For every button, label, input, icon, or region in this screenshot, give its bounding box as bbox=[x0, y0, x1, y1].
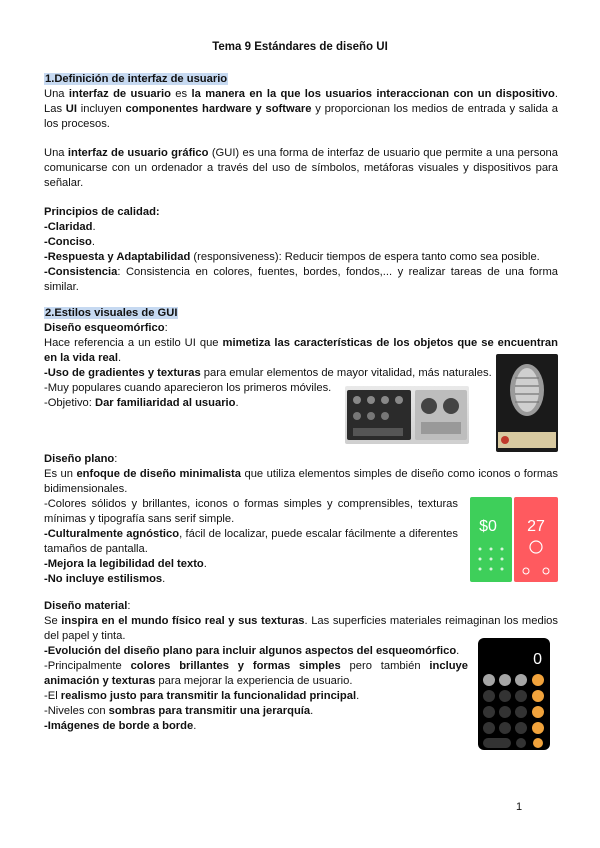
flat-red-app-image bbox=[514, 497, 558, 582]
page-title: Tema 9 Estándares de diseño UI bbox=[212, 41, 388, 53]
flat-red-value: 27 bbox=[527, 518, 545, 535]
material-section: Diseño material: Se inspira en el mundo físico real y sus texturas. Las superficies materiales reimaginan los medios del papel y tinta. bbox=[44, 600, 558, 642]
section-2-heading: 2.Estilos visuales de GUI bbox=[45, 307, 178, 319]
page-number: 1 bbox=[516, 801, 523, 813]
section-1 bbox=[44, 72, 558, 132]
flat-green-value: $0 bbox=[479, 518, 497, 535]
section-1-heading: 1.Definición de interfaz de usuario bbox=[45, 73, 228, 85]
flat-section: Diseño plano: Es un enfoque de diseño minimalista que utiliza elementos simples de diseño como iconos o formas bidimensionales. bbox=[44, 453, 558, 495]
definition-paragraph: Una interfaz de usuario es la manera en la que los usuarios interaccionan con un dispositivo. Las UI incluyen componentes hardware y software y proporcionan los medios de entrada y salida a los procesos. bbox=[44, 88, 558, 130]
skeuomorphic-microphone-image bbox=[496, 354, 558, 452]
material-calculator-image bbox=[478, 638, 550, 750]
skeuomorphic-section: Diseño esqueomórfico: Hace referencia a un estilo UI que mimetiza las características de los objetos que se encuentran en la vida real. bbox=[44, 322, 558, 364]
skeuomorphic-synth-image bbox=[345, 386, 469, 444]
material-list: -Evolución del diseño plano para incluir algunos aspectos del esqueomórfico. -Principalmente colores brillantes y formas simples pero también incluye animación y texturas para mejorar la experiencia de usuario. -El realismo justo para transmitir la funcionalidad principal. -Niveles con sombras para transmitir una jerarquía. -Imágenes de borde a borde. bbox=[44, 645, 468, 732]
quality-principles: Principios de calidad: -Claridad. -Conciso. -Respuesta y Adaptabilidad (responsiveness): Reducir tiempos de espera tanto como sea posible. -Consistencia: Consistencia en colores, fuentes, bordes, fondos,... y realizar tareas de una forma similar. bbox=[44, 206, 558, 293]
gui-paragraph: Una interfaz de usuario gráfico (GUI) es una forma de interfaz de usuario que permite a una persona comunicarse con un ordenador a través del uso de símbolos, metáforas visuales y dispositivos para señalar. bbox=[44, 147, 558, 189]
flat-green-app-image bbox=[470, 497, 512, 582]
flat-list: -Colores sólidos y brillantes, iconos o formas simples y comprensibles, texturas mínimas y tipografía sans serif simple. -Culturalmente agnóstico, fácil de localizar, puede escalar fácilmente a diferentes tamaños de pantalla. -Mejora la legibilidad del texto. -No incluye estilismos. bbox=[44, 498, 458, 585]
calculator-display: 0 bbox=[533, 651, 542, 668]
skeuomorphic-list: -Uso de gradientes y texturas para emular elementos de mayor vitalidad, más naturales. -Muy populares cuando aparecieron los primeros móviles. -Objetivo: Dar familiaridad al usuario. bbox=[44, 367, 492, 409]
